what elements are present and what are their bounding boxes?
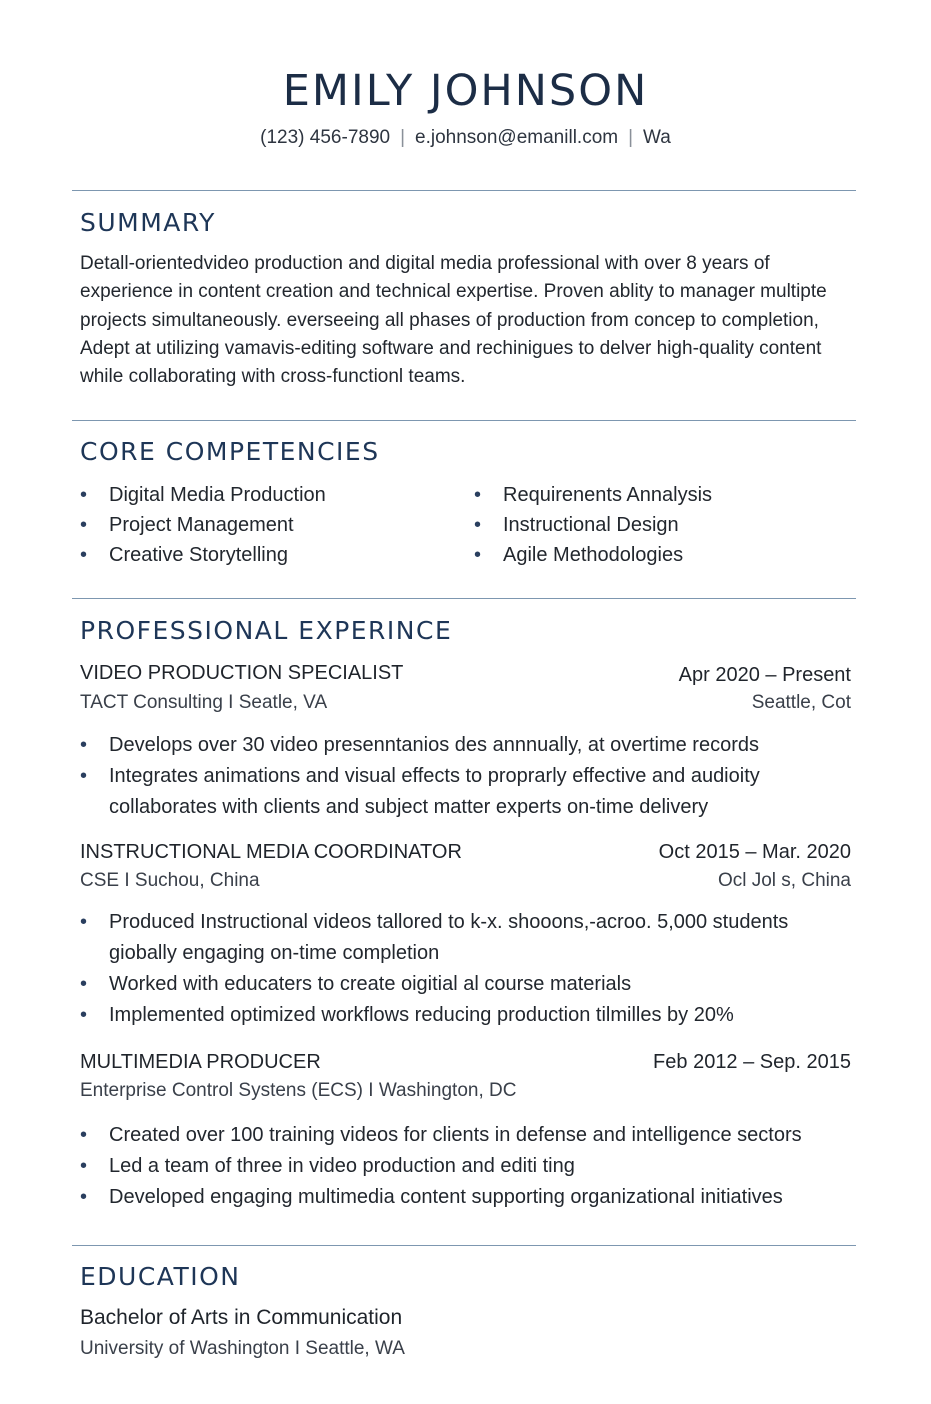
competency-item: • Requirenents Annalysis xyxy=(474,480,712,510)
job-company: Enterprise Control Systens (ECS) I Washington, DC xyxy=(80,1080,517,1101)
job-title: INSTRUCTIONAL MEDIA COORDINATOR xyxy=(80,841,462,863)
education-degree: Bachelor of Arts in Communication xyxy=(80,1306,403,1329)
education-school: University of Washington I Seattle, WA xyxy=(80,1338,405,1359)
candidate-name: EMILY JOHNSON xyxy=(282,66,649,116)
competency-item: • Agile Methodologies xyxy=(474,540,712,570)
contact-location: Wa xyxy=(643,127,671,148)
job-dates: Oct 2015 – Mar. 2020 xyxy=(658,841,851,863)
competencies-heading: CORE COMPETENCIES xyxy=(80,437,380,466)
contact-email: e.johnson@emanill.com xyxy=(415,127,619,148)
job-bullet: • Develops over 30 video presenntanios des annnually, at overtime records xyxy=(80,730,840,761)
job-bullets xyxy=(80,730,840,823)
job-dates: Feb 2012 – Sep. 2015 xyxy=(653,1051,851,1073)
summary-text: Detall-orientedvideo production and digital media professional with over 8 years of experience in content creation and technical expertise. Proven ablity to manager multipte projects simultaneously. everseeing all phases of production from concep to completion, Adept at utilizing vamavis-editing software and rechinigues to delver high-quality content while collaborating with cross-functionl teams. xyxy=(80,253,827,388)
job-location: Ocl Jol s, China xyxy=(717,870,851,891)
competency-item: • Project Management xyxy=(80,510,326,540)
summary-heading: SUMMARY xyxy=(80,208,216,237)
job-bullet: • Produced Instructional videos tallored to k-x. shooons,-acroo. 5,000 students giobally engaging on-time completion xyxy=(80,907,840,969)
job-location: Seattle, Cot xyxy=(751,692,851,713)
competency-item: • Digital Media Production xyxy=(80,480,326,510)
competencies-left-list xyxy=(80,480,326,570)
education-heading: EDUCATION xyxy=(80,1262,241,1291)
job-title: MULTIMEDIA PRODUCER xyxy=(80,1051,321,1073)
job-title: VIDEO PRODUCTION SPECIALIST xyxy=(80,662,404,684)
job-bullets xyxy=(80,1120,840,1213)
job-bullet: • Developed engaging multimedia content supporting organizational initiatives xyxy=(80,1182,840,1213)
competencies-right-list xyxy=(474,480,712,570)
contact-phone: (123) 456-7890 xyxy=(260,127,391,148)
job-bullet: • Led a team of three in video production and editi ting xyxy=(80,1151,840,1182)
job-bullet: • Worked with educaters to create oigitial al course materials xyxy=(80,969,840,1000)
job-dates: Apr 2020 – Present xyxy=(678,664,851,686)
separator: | xyxy=(400,127,406,148)
separator: | xyxy=(628,127,634,148)
job-bullet: • Implemented optimized workflows reducing production tilmilles by 20% xyxy=(80,1000,840,1031)
competency-item: • Creative Storytelling xyxy=(80,540,326,570)
job-bullet: • Created over 100 training videos for clients in defense and intelligence sectors xyxy=(80,1120,840,1151)
section-divider xyxy=(72,1245,856,1246)
job-company: TACT Consulting I Seatle, VA xyxy=(80,692,328,713)
job-company: CSE I Suchou, China xyxy=(80,870,260,891)
experience-heading: PROFESSIONAL EXPERINCE xyxy=(80,616,453,645)
competency-item: • Instructional Design xyxy=(474,510,712,540)
job-bullet: • Integrates animations and visual effects to proprarly effective and audioity collaborates with clients and subject matter experts on-time delivery xyxy=(80,761,840,823)
section-divider xyxy=(72,420,856,421)
section-divider xyxy=(72,190,856,191)
section-divider xyxy=(72,598,856,599)
contact-line xyxy=(0,127,931,149)
job-bullets xyxy=(80,907,840,1031)
